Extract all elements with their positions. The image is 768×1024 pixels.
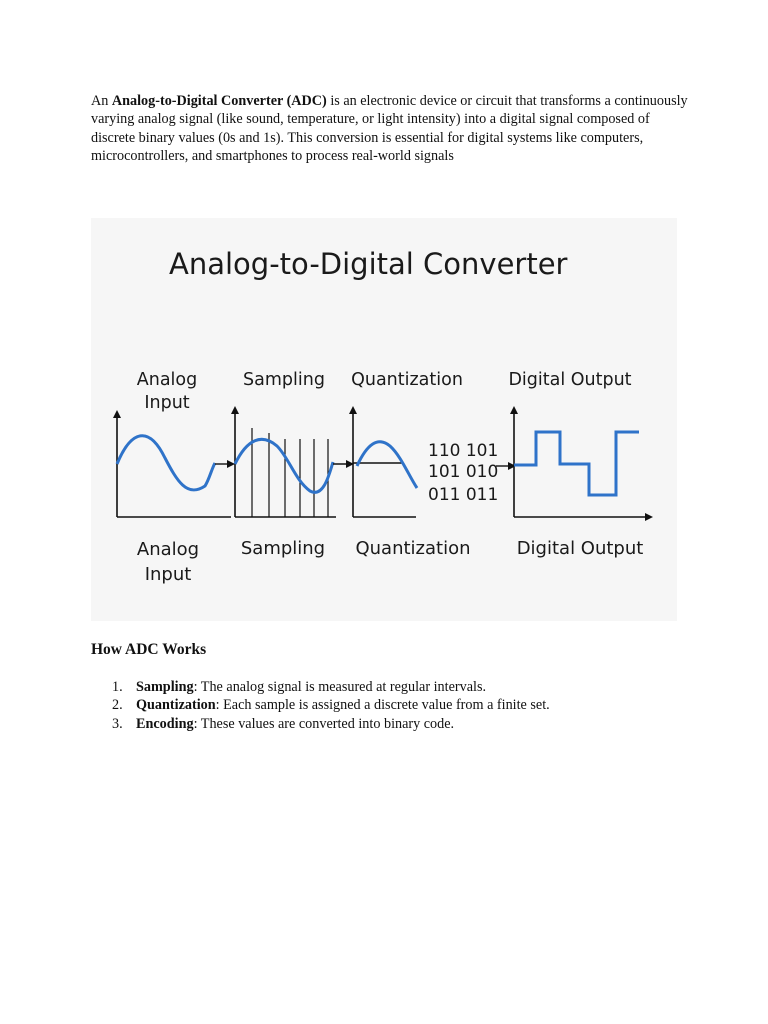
label-analog-bottom-2: Input	[144, 564, 192, 585]
panel-sampling	[235, 410, 336, 517]
step-desc: : These values are converted into binary code.	[193, 715, 455, 732]
label-analog-top-1: Analog	[136, 370, 198, 390]
list-item	[112, 715, 550, 733]
label-analog-top-2: Input	[144, 393, 190, 413]
step-desc: : Each sample is assigned a discrete value from a finite set.	[215, 697, 550, 714]
section-title: How ADC Works	[91, 641, 207, 658]
intro-paragraph	[91, 92, 691, 165]
binary-row: 011 011	[428, 485, 499, 505]
intro-lead: An	[91, 93, 112, 109]
binary-row: 101 010	[428, 462, 499, 482]
intro-term: Analog-to-Digital Converter (ADC)	[111, 93, 327, 109]
step-number: 2.	[112, 697, 123, 714]
label-digital-top: Digital Output	[508, 370, 632, 390]
label-sampling-top: Sampling	[243, 370, 325, 390]
panel-digital	[514, 410, 649, 517]
panel-analog	[117, 414, 231, 517]
list-item	[112, 678, 550, 696]
quantization-wave	[357, 442, 417, 488]
label-quantization-top: Quantization	[351, 370, 463, 390]
sampling-wave	[235, 439, 333, 492]
label-quantization-bottom: Quantization	[355, 538, 471, 559]
step-term: Quantization	[136, 697, 216, 714]
binary-row: 110 101	[428, 441, 499, 461]
step-desc: : The analog signal is measured at regular intervals.	[193, 679, 487, 695]
digital-wave	[514, 432, 639, 495]
list-item	[112, 696, 550, 714]
analog-wave	[117, 436, 215, 490]
label-digital-bottom: Digital Output	[516, 538, 644, 559]
label-sampling-bottom: Sampling	[240, 538, 326, 559]
diagram-title: Analog-to-Digital Converter	[169, 247, 568, 281]
adc-diagram	[91, 218, 677, 621]
steps-list	[112, 678, 550, 733]
step-number: 1.	[112, 679, 123, 695]
panel-quantization	[353, 410, 417, 517]
step-term: Sampling	[136, 679, 194, 695]
label-analog-bottom-1: Analog	[136, 539, 200, 560]
intro-rest: is an electronic device or circuit that transforms a continuously varying analog signal (like sound, temperature, or light intensity) into a digital signal composed of discrete binary values (0s and 1s). This conversion is essential for digital systems like computers, microcontrollers, and smartphones to process real-world signals	[91, 93, 688, 164]
step-term: Encoding	[136, 715, 194, 732]
step-number: 3.	[112, 715, 123, 732]
adc-diagram-svg	[91, 218, 677, 621]
